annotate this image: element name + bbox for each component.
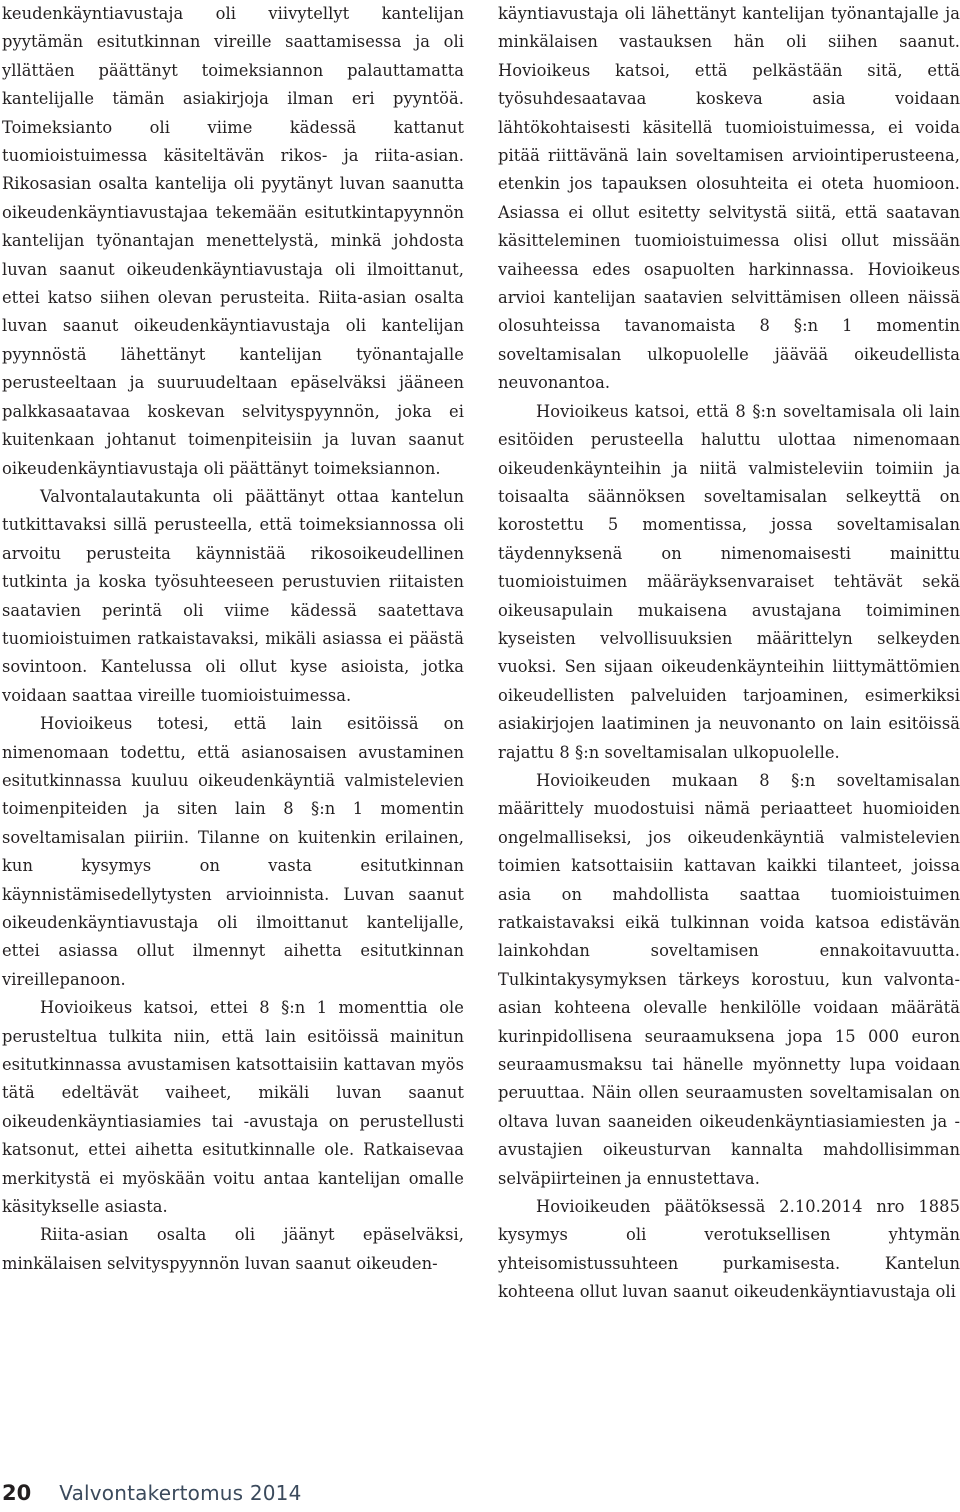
paragraph-right-2: Hovioikeus katsoi, että 8 §:n soveltamisala oli lain esitöiden perusteella haluttu ulottaa nimenomaan oikeudenkäynteihin ja niitä valmisteleviin toimiin ja toisaalta säännöksen soveltamisalan selkeyttä on korostettu 5 momentissa, jossa soveltamisalan täydennyksenä on nimenomaisesti mainittu tuomioistuimen määräyksenvaraiset tehtävät sekä oikeusapulain mukaisena avustajana toimiminen kyseisten velvollisuuksien määrittelyn selkeyden vuoksi. Sen sijaan oikeudenkäynteihin liittymättömien oikeudellisten palveluiden tarjoaminen, esimerkiksi asiakirjojen laatiminen ja neuvonanto on lain esitöissä rajattu 8 §:n soveltamisalan ulkopuolelle. — [498, 401, 960, 762]
right-text-column — [498, 0, 960, 1307]
paragraph-right-1: käyntiavustaja oli lähettänyt kantelijan työnantajalle ja minkälaisen vastauksen hän oli siihen saanut. Hovioikeus katsoi, että pelkästään sitä, että työsuhdesaatavaa koskeva asia voidaan lähtökohtaisesti käsitellä tuomioistuimessa, ei voida pitää riittävänä lain soveltamisen arviointiperusteena, etenkin jos tapauksen olosuhteita ei oteta huomioon. Asiassa ei ollut esitetty selvitystä siitä, että saatavan käsitteleminen tuomioistuimessa olisi ollut missään vaiheessa edes osapuolten harkinnassa. Hovioikeus arvioi kantelijan saatavien selvittämisen olleen näissä olosuhteissa tavanomaista 8 §:n 1 momentin soveltamisalan ulkopuolelle jäävää oikeudellista neuvonantoa. — [498, 4, 960, 393]
left-text-column — [2, 0, 464, 1278]
paragraph-left-3: Hovioikeus totesi, että lain esitöissä on nimenomaan todettu, että asianosaisen avustaminen esitutkinnassa kuuluu oikeudenkäyntiä valmistelevien toimenpiteiden ja siten lain 8 §:n 1 momentin soveltamisalan piiriin. Tilanne on kuitenkin erilainen, kun kysymys on vasta esitutkinnan käynnistämisedellytysten arvioinnista. Luvan saanut oikeudenkäyntiavustaja oli ilmoittanut kantelijalle, ettei asiassa ollut ilmennyt aihetta esitutkinnan vireillepanoon. — [2, 714, 464, 989]
page-footer — [2, 1481, 302, 1511]
page-number: 20 — [2, 1481, 32, 1505]
paragraph-left-2: Valvontalautakunta oli päättänyt ottaa kantelun tutkittavaksi sillä perusteella, että toimeksiannossa oli arvoitu perusteita käynnistää rikosoikeudellinen tutkinta ja koska työsuhteeseen perustuvien riitaisten saatavien perintä oli viime kädessä saatettava tuomioistuimen ratkaistavaksi, mikäli asiassa ei päästä sovintoon. Kantelussa oli ollut kyse asioista, jotka voidaan saattaa vireille tuomioistuimessa. — [2, 486, 464, 705]
publication-title: Valvontakertomus 2014 — [59, 1481, 302, 1505]
paragraph-right-3: Hovioikeuden mukaan 8 §:n soveltamisalan määrittely muodostuisi nämä periaatteet huomioiden ongelmalliseksi, jos oikeudenkäyntiä valmistelevien toimien katsottaisiin kattavan kaikki tilanteet, joissa asia on mahdollista saattaa tuomioistuimen ratkaistavaksi eikä tulkinnan voida katsoa edistävän lainkohdan soveltamisen ennakoitavuutta. Tulkintakysymyksen tärkeys korostuu, kun valvonta-asian kohteena olevalle henkilölle voidaan määrätä kurinpidollisena seuraamuksena jopa 15 000 euron seuraamusmaksu tai hänelle myönnetty lupa voidaan peruuttaa. Näin ollen seuraamusten soveltamisalan on oltava luvan saaneiden oikeudenkäyntiasiamiesten ja -avustajien oikeusturvan kannalta mahdollisimman selväpiirteinen ja ennustettava. — [498, 770, 960, 1188]
paragraph-left-1: keudenkäyntiavustaja oli viivytellyt kantelijan pyytämän esitutkinnan vireille saattamisessa ja oli yllättäen päättänyt toimeksiannon palauttamatta kantelijalle tämän asiakirjoja ilman eri pyyntöä. Toimeksianto oli viime kädessä kattanut tuomioistuimessa käsiteltävän rikos- ja riita-asian. Rikosasian osalta kantelija oli pyytänyt luvan saanutta oikeudenkäyntiavustajaa tekemään esitutkintapyynnön kantelijan työnantajan menettelystä, minkä johdosta luvan saanut oikeudenkäyntiavustaja oli ilmoittanut, ettei katso siihen olevan perusteita. Riita-asian osalta luvan saanut oikeudenkäyntiavustaja oli kantelijan pyynnöstä lähettänyt kantelijan työnantajalle perusteeltaan ja suuruudeltaan epäselväksi jääneen palkkasaatavaa koskevan selvityspyynnön, joka ei kuitenkaan johtanut toimenpiteisiin ja luvan saanut oikeudenkäyntiavustaja oli päättänyt toimeksiannon. — [2, 4, 464, 478]
paragraph-right-4: Hovioikeuden päätöksessä 2.10.2014 nro 1885 kysymys oli verotuksellisen yhtymän yhteisomistussuhteen purkamisesta. Kantelun kohteena ollut luvan saanut oikeudenkäyntiavustaja oli — [498, 1197, 960, 1302]
paragraph-left-5: Riita-asian osalta oli jäänyt epäselväksi, minkälaisen selvityspyynnön luvan saanut oikeuden- — [2, 1225, 464, 1273]
paragraph-left-4: Hovioikeus katsoi, ettei 8 §:n 1 momenttia ole perusteltua tulkita niin, että lain esitöissä mainitun esitutkinnassa avustamisen katsottaisiin kattavan myös tätä edeltävät vaiheet, mikäli luvan saanut oikeudenkäyntiasiamies tai -avustaja on perustellusti katsonut, ettei aihetta esitutkinnalle ole. Ratkaisevaa merkitystä ei myöskään voitu antaa kantelijan omalle käsitykselle asiasta. — [2, 998, 464, 1217]
